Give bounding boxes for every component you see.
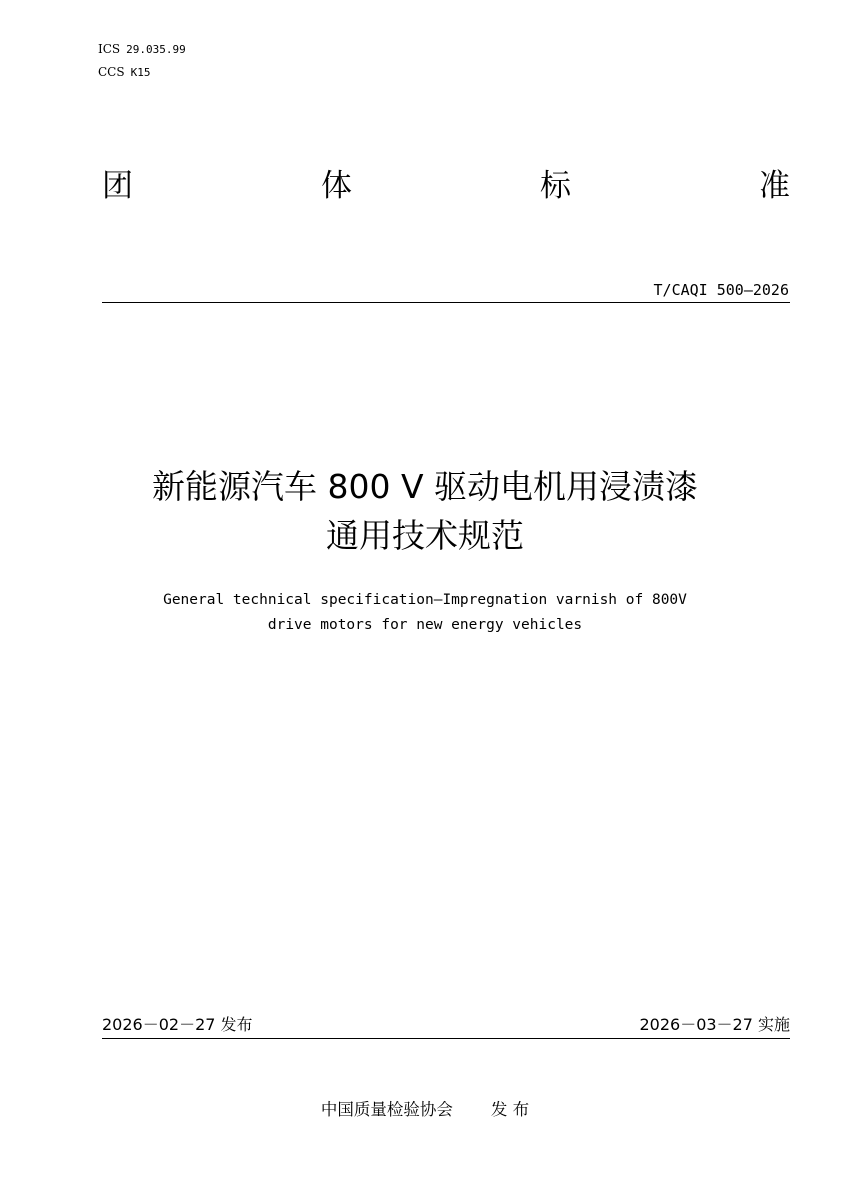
header-divider bbox=[102, 302, 790, 303]
title-zh-line1: 新能源汽车 800 V 驱动电机用浸渍漆 bbox=[151, 467, 699, 506]
publish-date: 2026－02－27 发布 bbox=[102, 1015, 253, 1034]
heading-char: 标 bbox=[540, 168, 571, 204]
title-en-line2: drive motors for new energy vehicles bbox=[267, 617, 583, 633]
standard-number: T/CAQI 500—2026 bbox=[653, 281, 789, 299]
publisher-line bbox=[0, 1098, 850, 1122]
title-en-line1: General technical specification—Impregnation varnish of 800V bbox=[163, 592, 687, 608]
standard-type-heading bbox=[102, 164, 790, 208]
footer-divider bbox=[102, 1038, 790, 1039]
ccs-code bbox=[98, 65, 150, 80]
ccs-label: CCS bbox=[98, 65, 125, 79]
heading-char: 体 bbox=[321, 168, 352, 204]
ics-code bbox=[98, 42, 186, 57]
heading-char: 准 bbox=[759, 168, 790, 204]
ics-value: 29.035.99 bbox=[126, 43, 186, 56]
heading-char: 团 bbox=[102, 168, 133, 204]
ccs-value: K15 bbox=[130, 66, 151, 79]
publisher-org: 中国质量检验协会 bbox=[320, 1100, 453, 1119]
title-zh-line2: 通用技术规范 bbox=[326, 516, 524, 555]
ics-label: ICS bbox=[98, 42, 121, 56]
implement-date: 2026－03－27 实施 bbox=[639, 1015, 790, 1034]
publisher-action: 发 布 bbox=[490, 1100, 530, 1119]
